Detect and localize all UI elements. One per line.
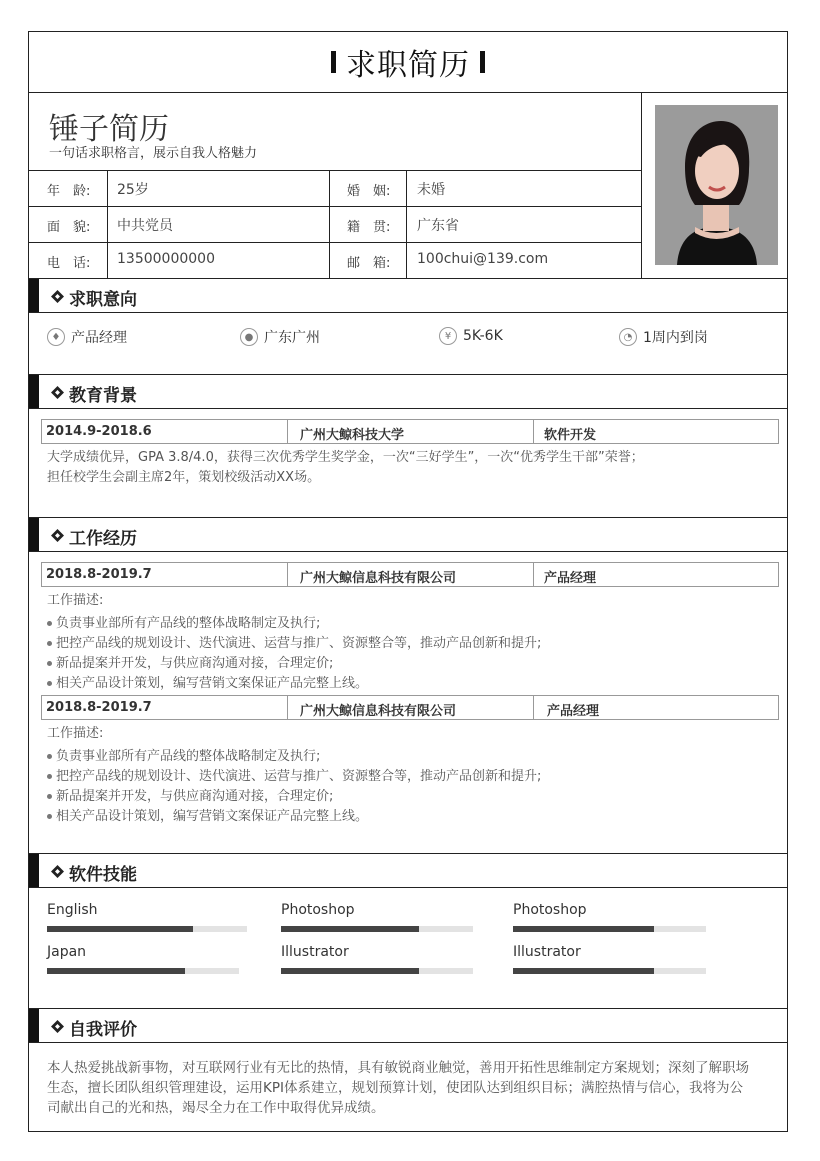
skill-photoshop-2 (513, 902, 706, 932)
clock-icon: ◔ (619, 328, 637, 346)
divider (287, 563, 288, 586)
education-detail: 担任校学生会副主席2年，策划校级活动XX场。 (47, 470, 321, 485)
candidate-name: 锤子简历 (49, 112, 169, 147)
job-row (41, 695, 779, 720)
email-label: 邮 箱: (347, 256, 391, 271)
diamond-icon (51, 865, 64, 878)
education-row (41, 419, 779, 444)
divider (533, 563, 534, 586)
divider (406, 170, 407, 278)
section-mark (29, 518, 39, 551)
job-company: 广州大鲸信息科技有限公司 (300, 704, 457, 719)
resume-page (28, 31, 788, 1132)
section-mark (29, 279, 39, 312)
section-intent (29, 278, 787, 313)
job-bullet: 把控产品线的规划设计、迭代演进、运营与推广、资源整合等，推动产品创新和提升; (47, 632, 541, 651)
skill-illustrator (281, 944, 473, 974)
skill-japan (47, 944, 239, 974)
job-bullet: 相关产品设计策划，编写营销文案保证产品完整上线。 (47, 805, 368, 824)
skill-track (281, 968, 473, 974)
diamond-icon (51, 386, 64, 399)
divider (329, 170, 330, 278)
job-company: 广州大鲸信息科技有限公司 (300, 571, 457, 586)
education-school: 广州大鲸科技大学 (300, 428, 405, 443)
marital-value: 未婚 (417, 182, 445, 198)
intent-text: 广东广州 (264, 330, 320, 346)
title-bar-right (480, 51, 485, 73)
section-title: 自我评价 (69, 1020, 137, 1040)
skill-track (513, 926, 706, 932)
divider (533, 696, 534, 719)
resume-title (29, 32, 787, 92)
candidate-motto: 一句话求职格言，展示自我人格魅力 (49, 146, 258, 161)
divider (107, 170, 108, 278)
job-bullet: 新品提案并开发，与供应商沟通对接，合理定价; (47, 785, 333, 804)
skill-name: English (47, 902, 98, 918)
skill-track (47, 968, 239, 974)
skill-level (513, 926, 654, 932)
section-mark (29, 375, 39, 408)
section-mark (29, 1009, 39, 1042)
skill-name: Japan (47, 944, 87, 960)
job-role: 产品经理 (544, 571, 597, 586)
section-education (29, 374, 787, 409)
skill-level (281, 926, 419, 932)
section-title: 求职意向 (69, 290, 137, 310)
marital-label: 婚 姻: (347, 184, 391, 199)
skill-name: Illustrator (513, 944, 581, 960)
divider (29, 170, 641, 171)
diamond-icon (51, 529, 64, 542)
divider (29, 242, 641, 243)
yen-icon: ¥ (439, 327, 457, 345)
skill-name: Illustrator (281, 944, 349, 960)
skill-illustrator-2 (513, 944, 706, 974)
divider (533, 420, 534, 443)
skill-level (281, 968, 419, 974)
skill-track (513, 968, 706, 974)
job-bullet: 负责事业部所有产品线的整体战略制定及执行; (47, 745, 320, 764)
intent-salary (439, 327, 503, 345)
origin-value: 广东省 (417, 218, 459, 234)
divider (641, 92, 642, 278)
job-desc-label: 工作描述: (47, 726, 104, 741)
job-period: 2018.8-2019.7 (46, 567, 152, 582)
section-self-eval (29, 1008, 787, 1043)
diamond-icon (51, 290, 64, 303)
education-detail: 大学成绩优异，GPA 3.8/4.0，获得三次优秀学生奖学金，一次“三好学生”，一次“优秀学生干部”荣誉； (47, 450, 644, 465)
page-title: 求职简历 (346, 48, 470, 83)
title-bar-left (331, 51, 336, 73)
political-value: 中共党员 (117, 218, 173, 234)
divider (29, 92, 787, 93)
education-period: 2014.9-2018.6 (46, 424, 152, 439)
profile-photo (655, 105, 778, 265)
intent-position (47, 327, 127, 347)
education-major: 软件开发 (544, 428, 597, 443)
skill-photoshop (281, 902, 473, 932)
intent-availability (619, 327, 708, 347)
skill-level (47, 926, 193, 932)
section-work (29, 517, 787, 552)
age-label: 年 龄: (47, 184, 91, 199)
section-title: 教育背景 (69, 386, 137, 406)
self-eval-text: 本人热爱挑战新事物，对互联网行业有无比的热情，具有敏锐商业触觉，善用开拓性思维制定方案规划；深刻了解职场 (47, 1060, 749, 1076)
job-bullet: 把控产品线的规划设计、迭代演进、运营与推广、资源整合等，推动产品创新和提升; (47, 765, 541, 784)
section-mark (29, 854, 39, 887)
section-title: 软件技能 (69, 865, 137, 885)
phone-value: 13500000000 (117, 251, 215, 267)
skill-level (47, 968, 185, 974)
skill-english (47, 902, 247, 932)
skill-name: Photoshop (513, 902, 587, 918)
location-icon: ● (240, 328, 258, 346)
section-title: 工作经历 (69, 529, 137, 549)
origin-label: 籍 贯: (347, 220, 391, 235)
section-skills (29, 853, 787, 888)
divider (29, 206, 641, 207)
job-bullet: 新品提案并开发，与供应商沟通对接，合理定价; (47, 652, 333, 671)
job-desc-label: 工作描述: (47, 593, 104, 608)
intent-text: 产品经理 (71, 330, 127, 346)
self-eval-text: 生态，擅长团队组织管理建设，运用KPI体系建立，规划预算计划，使团队达到组织目标；满腔热情与信心，我将为公 (47, 1080, 743, 1096)
self-eval-text: 司献出自己的光和热，竭尽全力在工作中取得优异成绩。 (47, 1100, 385, 1116)
phone-label: 电 话: (47, 256, 91, 271)
job-row (41, 562, 779, 587)
medal-icon: ♦ (47, 328, 65, 346)
intent-text: 5K-6K (463, 328, 503, 344)
skill-name: Photoshop (281, 902, 355, 918)
job-bullet: 相关产品设计策划，编写营销文案保证产品完整上线。 (47, 672, 368, 691)
job-role: 产品经理 (547, 704, 600, 719)
intent-text: 1周内到岗 (643, 330, 708, 346)
skill-track (47, 926, 247, 932)
age-value: 25岁 (117, 182, 149, 198)
job-period: 2018.8-2019.7 (46, 700, 152, 715)
divider (287, 420, 288, 443)
job-bullet: 负责事业部所有产品线的整体战略制定及执行; (47, 612, 320, 631)
political-label: 面 貌: (47, 220, 91, 235)
diamond-icon (51, 1020, 64, 1033)
skill-level (513, 968, 654, 974)
email-value: 100chui@139.com (417, 251, 549, 267)
divider (287, 696, 288, 719)
intent-city (240, 327, 320, 347)
skill-track (281, 926, 473, 932)
